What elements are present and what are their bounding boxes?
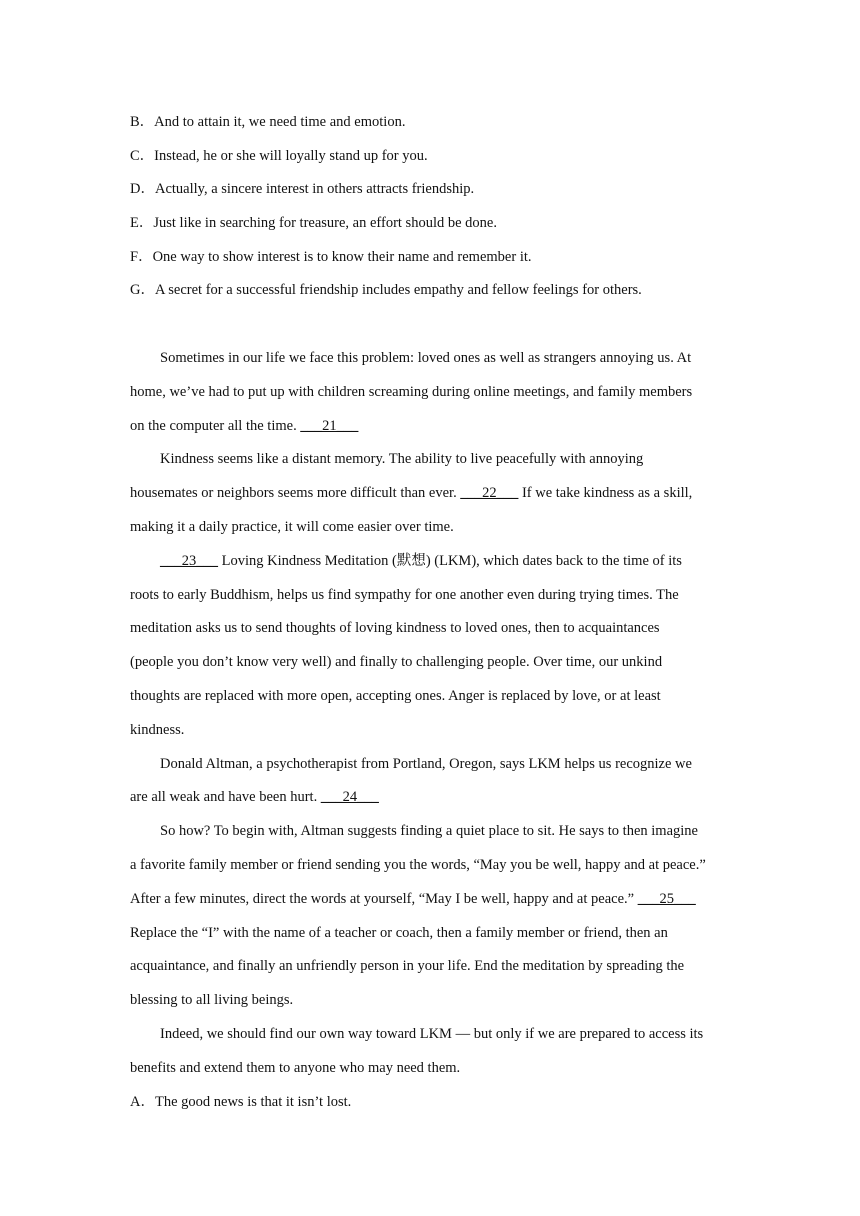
option-f xyxy=(130,247,750,281)
passage-line xyxy=(130,483,740,517)
option-text: Actually, a sincere interest in others attracts friendship. xyxy=(154,181,475,198)
passage-text: If we take kindness as a skill, xyxy=(521,485,693,502)
passage-text: are all weak and have been hurt. xyxy=(130,789,318,806)
passage-text: on the computer all the time. xyxy=(130,417,297,434)
option-text: One way to show interest is to know their name and remember it. xyxy=(152,248,532,265)
option-letter: B． xyxy=(130,114,155,130)
passage-line: Donald Altman, a psychotherapist from Portland, Oregon, says LKM helps us recognize we xyxy=(160,755,692,772)
option-d xyxy=(130,179,750,213)
passage-line xyxy=(130,551,740,585)
passage-line: acquaintance, and finally an unfriendly person in your life. End the meditation by spreading the xyxy=(130,958,685,975)
option-text: A secret for a successful friendship includes empathy and fellow feelings for others. xyxy=(154,282,642,299)
option-text: Just like in searching for treasure, an effort should be done. xyxy=(153,215,497,232)
blank-25[interactable]: ___25___ xyxy=(637,890,696,907)
option-text: And to attain it, we need time and emotion. xyxy=(154,114,406,130)
option-e xyxy=(130,213,750,247)
option-letter: A． xyxy=(130,1093,155,1110)
option-text: Instead, he or she will loyally stand up for you. xyxy=(154,147,428,164)
passage-text: After a few minutes, direct the words at yourself, “May I be well, happy and at peace.” xyxy=(130,890,635,907)
blank-23[interactable]: ___23___ xyxy=(160,552,218,569)
passage-text: housemates or neighbors seems more difficult than ever. xyxy=(130,485,457,502)
option-a xyxy=(130,1092,740,1126)
passage-line: making it a daily practice, it will come easier over time. xyxy=(130,518,454,535)
option-letter: D． xyxy=(130,181,155,198)
passage-line: home, we’ve had to put up with children screaming during online meetings, and family members xyxy=(130,383,693,400)
passage-line: kindness. xyxy=(130,721,185,738)
passage-line xyxy=(130,416,740,450)
reading-passage xyxy=(130,348,740,1125)
passage-line: Kindness seems like a distant memory. The ability to live peacefully with annoying xyxy=(160,451,644,468)
passage-line xyxy=(130,787,740,821)
passage-line xyxy=(130,889,740,923)
option-g xyxy=(130,280,750,314)
blank-21[interactable]: ___21___ xyxy=(300,417,359,434)
passage-line: (people you don’t know very well) and finally to challenging people. Over time, our unkind xyxy=(130,654,663,671)
option-letter: C． xyxy=(130,147,155,164)
passage-line: Replace the “I” with the name of a teacher or coach, then a family member or friend, then an xyxy=(130,924,668,941)
blank-24[interactable]: ___24___ xyxy=(320,789,379,806)
passage-line: benefits and extend them to anyone who may need them. xyxy=(130,1059,461,1076)
passage-line: Sometimes in our life we face this problem: loved ones as well as strangers annoying us. At xyxy=(160,350,692,366)
option-text: The good news is that it isn’t lost. xyxy=(154,1093,352,1110)
option-letter: G． xyxy=(130,282,155,299)
option-b xyxy=(130,112,750,146)
passage-line: So how? To begin with, Altman suggests finding a quiet place to sit. He says to then imagine xyxy=(160,823,698,840)
passage-line: a favorite family member or friend sending you the words, “May you be well, happy and at peace.” xyxy=(130,856,706,873)
passage-line: roots to early Buddhism, helps us find sympathy for one another even during trying times. The xyxy=(130,586,679,603)
passage-line: meditation asks us to send thoughts of loving kindness to loved ones, then to acquaintances xyxy=(130,620,660,637)
answer-options-top xyxy=(130,112,750,314)
blank-22[interactable]: ___22___ xyxy=(460,485,519,502)
passage-line: thoughts are replaced with more open, accepting ones. Anger is replaced by love, or at least xyxy=(130,687,661,704)
passage-line: blessing to all living beings. xyxy=(130,992,294,1009)
passage-line: Indeed, we should find our own way toward LKM — but only if we are prepared to access its xyxy=(160,1025,704,1042)
option-letter: F． xyxy=(130,248,153,265)
passage-text: Loving Kindness Meditation (默想) (LKM), which dates back to the time of its xyxy=(221,552,682,569)
option-letter: E． xyxy=(130,215,154,232)
option-c xyxy=(130,146,750,180)
